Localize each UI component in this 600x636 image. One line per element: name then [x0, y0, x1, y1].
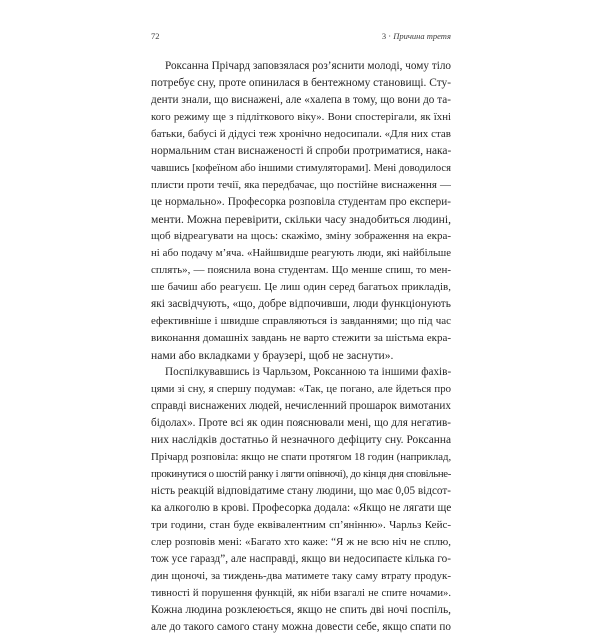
text-line: ка алкоголю в крові. Професорка додала: «Якщо не лягати ще	[151, 502, 451, 514]
text-line: щоб відреагувати на щось: скажімо, зміну зображення на екра-	[151, 230, 451, 242]
page-number: 72	[151, 31, 160, 41]
text-line: виконання домашніх завдань не варто стежити за шістьма екра-	[151, 332, 451, 344]
text-line: нормальним стан виснаженості й спроби протриматися, нака-	[151, 145, 451, 157]
page-header	[151, 31, 451, 45]
running-head-separator: ·	[388, 31, 392, 41]
text-line: три години, стан буде еквівалентним сп’янінню». Чарльз Кейс-	[151, 519, 451, 531]
text-line: кого режиму ще з підліткового віку». Вони спостерігали, як їхні	[151, 111, 451, 123]
paragraph-2	[151, 364, 451, 636]
text-line: сплять», — пояснила вона студентам. Що менше спиш, то мен-	[151, 264, 451, 276]
text-line: Кожна людина розклеюється, якщо не спить дві ночі поспіль,	[151, 604, 451, 616]
paragraph-1	[151, 58, 451, 364]
text-line: ше бачиш або реагуєш. Це лиш один серед багатьох прикладів,	[151, 281, 451, 293]
text-line: батьки, бабусі й дідусі теж хронічно недосипали. «Для них став	[151, 128, 451, 140]
chapter-number: 3	[381, 31, 387, 41]
text-line: плисти проти течії, яка передбачає, що постійне виснаження —	[151, 179, 451, 191]
text-line: нами або вкладками у браузері, щоб не заснути».	[151, 349, 394, 362]
text-line: денти знали, що виснажені, але «халепа в тому, що вони до та-	[151, 94, 451, 106]
body-text	[151, 58, 451, 636]
text-line: але до такого самого стану можна довести себе, якщо спати по	[151, 621, 451, 633]
text-line: дин щоночі, за тиждень-два матимете таку саму втрату продук-	[151, 570, 451, 582]
text-line: Роксанна Прічард заповзялася роз’яснити молоді, чому тіло	[165, 60, 451, 72]
chapter-title: Причина третя	[393, 31, 451, 41]
text-line: менти. Можна перевірити, скільки часу знадобиться людині,	[151, 213, 451, 226]
text-line: Прічард розповіла: якщо не спати протягом 18 годин (наприклад,	[151, 451, 451, 463]
text-line: чавшись [кофеїном або іншими стимуляторами]. Мені доводилося	[151, 163, 451, 174]
text-line: ність реакцій відповідатиме стану людини, що має 0,05 відсот-	[151, 485, 451, 497]
text-line: потребує сну, проте опинилася в бентежному становищі. Сту-	[151, 77, 451, 89]
text-line: них наслідків достатньо й незначного дефіциту сну. Роксанна	[151, 434, 451, 446]
text-line: цями зі сну, я спершу подумав: «Так, це погано, але йдеться про	[151, 383, 451, 395]
text-line: справді виснажених людей, нечисленний прошарок вимотаних	[151, 400, 451, 412]
text-line: які засвідчують, «що, добре відпочивши, люди функціонують	[151, 298, 451, 310]
text-line: бідолах». Проте всі як один пояснювали мені, що для негатив-	[151, 417, 451, 429]
text-line: тож усе гаразд”, але насправді, якщо ви недосипаєте кілька го-	[151, 553, 451, 565]
running-head	[382, 31, 451, 41]
text-line: ефективніше і швидше справляються із завданнями; що під час	[151, 315, 451, 327]
text-line: тивності й порушення функцій, як ніби взагалі не спите ночами».	[151, 588, 451, 599]
text-line: ні або подачу м’яча. «Найшвидше реагують люди, які найбільше	[151, 247, 451, 259]
text-line: слер розповів мені: «Багато хто каже: “Я ж не всю ніч не сплю,	[151, 536, 451, 548]
text-line: це нормально». Професорка розповіла студентам про експери-	[151, 196, 451, 208]
text-line: прокинутися о шостій ранку і лягти опівночі), до кінця дня сповільне-	[151, 468, 451, 480]
text-line: Поспілкувавшись із Чарльзом, Роксанною та іншими фахів-	[165, 366, 451, 378]
